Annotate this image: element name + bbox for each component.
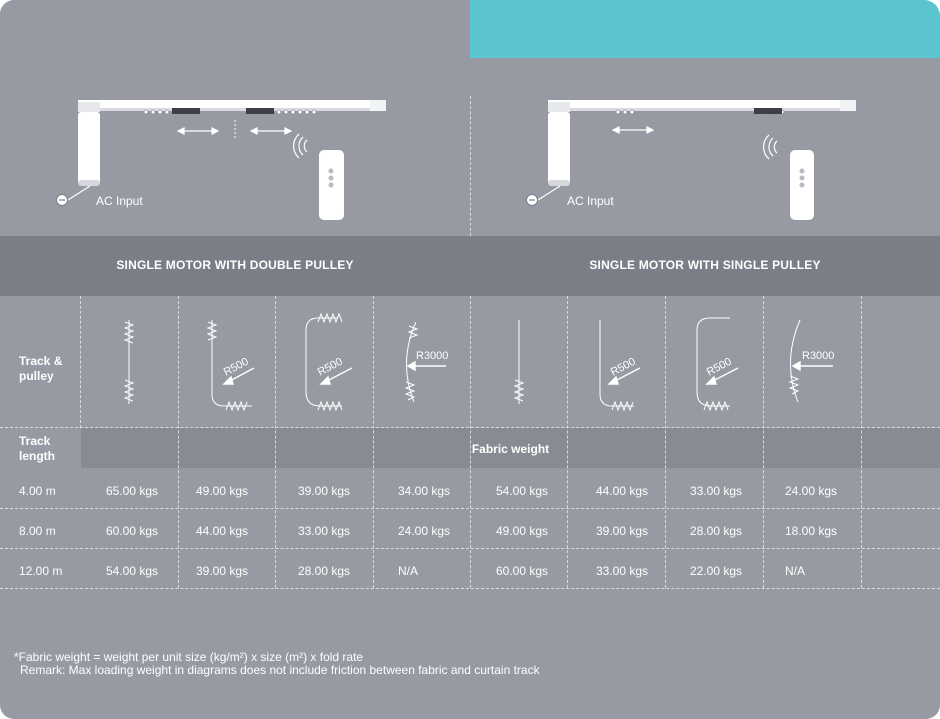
weight-cell: 22.00 kgs [690, 564, 743, 578]
column-divider [470, 96, 471, 236]
single-pulley-illustration [470, 0, 940, 236]
weight-cell: 24.00 kgs [785, 484, 838, 498]
radius-label: R500 [221, 355, 251, 379]
weight-cell: 34.00 kgs [398, 484, 451, 498]
weight-cell: N/A [785, 564, 806, 578]
weight-cell: 18.00 kgs [785, 524, 838, 538]
weight-cell: 49.00 kgs [496, 524, 549, 538]
track-length-label: Track length [19, 434, 55, 463]
weight-cell: 33.00 kgs [596, 564, 649, 578]
footnote-formula: *Fabric weight = weight per unit size (kg/m²) x size (m²) x fold rate [14, 650, 364, 664]
ac-input-label: AC Input [96, 194, 143, 208]
track-diagrams [0, 296, 940, 428]
radius-label: R3000 [802, 350, 835, 362]
weight-cell: 39.00 kgs [298, 484, 351, 498]
column-title-single-pulley: SINGLE MOTOR WITH SINGLE PULLEY [589, 258, 821, 272]
weight-cell: 28.00 kgs [690, 524, 743, 538]
footnote-remark: Remark: Max loading weight in diagrams does not include friction between fabric and curtain track [20, 663, 540, 677]
radius-label: R3000 [416, 350, 449, 362]
weight-cell: 28.00 kgs [298, 564, 351, 578]
double-pulley-illustration [0, 0, 470, 236]
weight-cell: 44.00 kgs [596, 484, 649, 498]
weight-cell: 24.00 kgs [398, 524, 451, 538]
weight-cell: 33.00 kgs [690, 484, 743, 498]
radius-label: R500 [315, 355, 345, 379]
weight-cell: N/A [398, 564, 419, 578]
grid-line [0, 588, 940, 589]
track-pulley-label: Track & pulley [19, 354, 63, 383]
weight-cell: 39.00 kgs [196, 564, 249, 578]
grid-line [0, 508, 940, 509]
track-length-cell: 8.00 m [19, 524, 56, 538]
ac-input-label: AC Input [567, 194, 614, 208]
weight-cell: 54.00 kgs [496, 484, 549, 498]
weight-cell: 39.00 kgs [596, 524, 649, 538]
fabric-weight-header: Fabric weight [471, 442, 550, 456]
weight-cell: 60.00 kgs [496, 564, 549, 578]
track-length-cell: 12.00 m [19, 564, 63, 578]
weight-cell: 60.00 kgs [106, 524, 159, 538]
weight-cell: 44.00 kgs [196, 524, 249, 538]
track-length-cell: 4.00 m [19, 484, 56, 498]
grid-line [0, 548, 940, 549]
column-title-double-pulley: SINGLE MOTOR WITH DOUBLE PULLEY [116, 258, 354, 272]
radius-label: R500 [608, 355, 638, 379]
radius-label: R500 [704, 355, 734, 379]
weight-cell: 65.00 kgs [106, 484, 159, 498]
weight-cell: 49.00 kgs [196, 484, 249, 498]
weight-cell: 54.00 kgs [106, 564, 159, 578]
weight-cell: 33.00 kgs [298, 524, 351, 538]
